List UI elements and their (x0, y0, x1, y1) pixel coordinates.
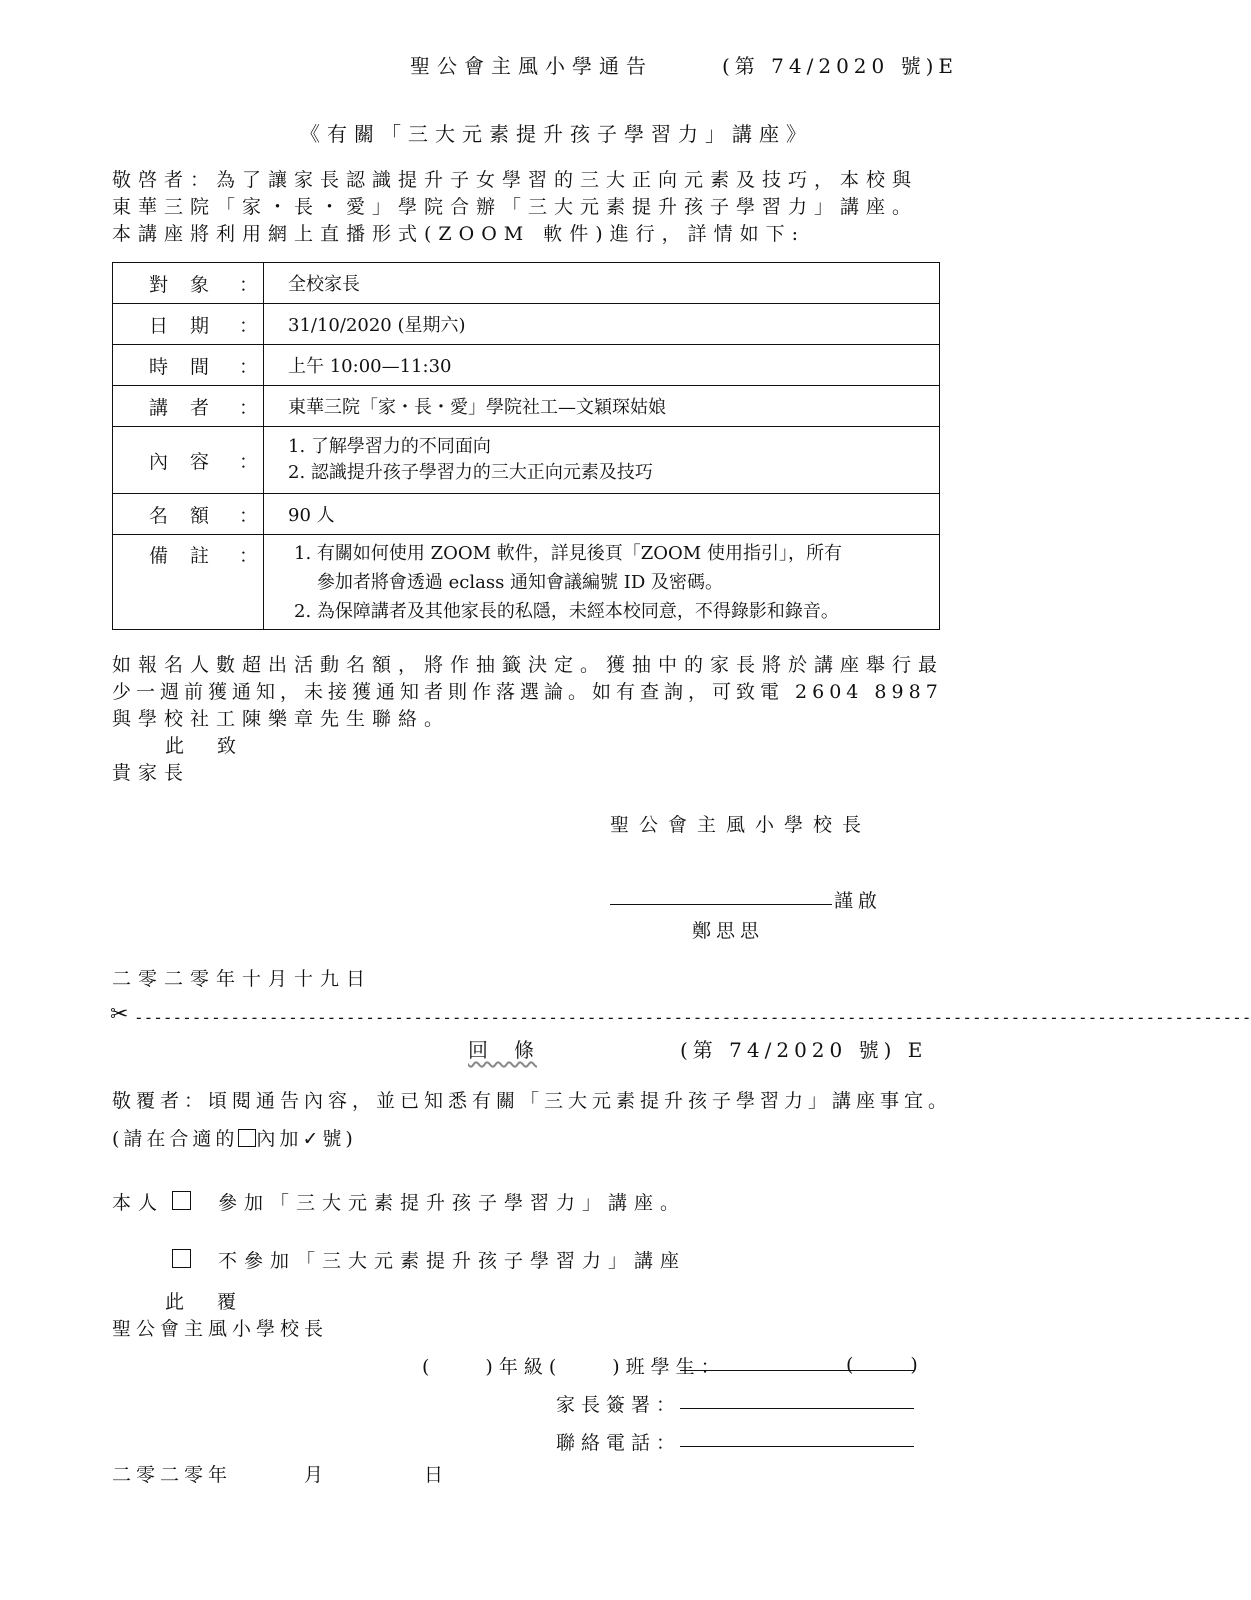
cut-line: -------------------------------------------------------------------------------------------------------------------- (134, 1008, 1251, 1027)
row-value: 31/10/2020 (星期六) (264, 304, 940, 345)
scissors-icon: ✂ (110, 1002, 129, 1027)
table-row: 名額 ： 90 人 (113, 494, 940, 535)
reply-notice-number: (第 74/2020 號) E (680, 1038, 928, 1062)
reply-instruction: (請在合適的 內加✓號) (112, 1128, 357, 1150)
self-label: 本人 (112, 1192, 165, 1214)
intro-line-2: 東華三院「家・長・愛」學院合辦「三大元素提升孩子學習力」講座。 (112, 196, 919, 218)
parent-signature-field[interactable] (680, 1408, 914, 1409)
table-row: 日期 ： 31/10/2020 (星期六) (113, 304, 940, 345)
table-row: 時間 ： 上午 10:00—11:30 (113, 345, 940, 386)
row-label: 對象 (149, 273, 232, 296)
parent-sign-label: 家長簽署： (556, 1394, 682, 1416)
intro-line-3: 本講座將利用網上直播形式(ZOOM 軟件)進行，詳情如下: (112, 223, 806, 245)
intro-line-1: 敬啓者：為了讓家長認識提升子女學習的三大正向元素及技巧，本校與 (112, 169, 919, 191)
reply-recipient: 聖公會主風小學校長 (112, 1318, 329, 1340)
notice-number: (第 74/2020 號)E (722, 54, 959, 78)
reply-slip-title: 回 條 (468, 1038, 537, 1062)
content-item: 1. 了解學習力的不同面向 (288, 436, 491, 457)
notice-title: 《有關「三大元素提升孩子學習力」講座》 (300, 122, 813, 146)
recipient: 貴家長 (112, 762, 191, 784)
row-label: 講者 (149, 396, 232, 419)
row-label: 時間 (149, 355, 232, 378)
row-label: 備註 (149, 545, 232, 567)
details-table (112, 262, 940, 630)
school-notice-heading: 聖公會主風小學通告 (410, 54, 653, 78)
remark-item: 1. 有關如何使用 ZOOM 軟件，詳見後頁「ZOOM 使用指引」，所有 (294, 542, 842, 564)
sample-checkbox-icon (238, 1129, 256, 1147)
table-row: 備註 ： 1. 有關如何使用 ZOOM 軟件，詳見後頁「ZOOM 使用指引」，所有 參加者將會透過 eclass 通知會議編號 ID 及密碼。 2. 為保障講者及其他家長的私隱，未經本校同意，不得錄影和錄音。 (113, 535, 940, 630)
reply-acknowledgement: 敬覆者：頃閱通告內容，並已知悉有關「三大元素提升孩子學習力」講座事宜。 (112, 1090, 953, 1112)
reply-date: 二零二零年 月 日 (112, 1464, 449, 1486)
check-icon: ✓ (302, 1128, 323, 1150)
table-row: 講者 ： 東華三院「家・長・愛」學院社工—文穎琛姑娘 (113, 386, 940, 427)
notice-date: 二零二零年十月十九日 (112, 968, 373, 990)
table-row: 對象 ： 全校家長 (113, 263, 940, 304)
option-not-attend-label: 不參加「三大元素提升孩子學習力」講座 (218, 1250, 687, 1272)
remark-item: 2. 為保障講者及其他家長的私隱，未經本校同意，不得錄影和錄音。 (294, 600, 839, 622)
table-row: 內容 ： 1. 了解學習力的不同面向 2. 認識提升孩子學習力的三大正向元素及技巧 (113, 427, 940, 494)
row-value: 上午 10:00—11:30 (264, 345, 940, 386)
closing-line-1: 如報名人數超出活動名額，將作抽籤決定。獲抽中的家長將於講座舉行最 (112, 654, 945, 676)
row-label: 內容 (149, 450, 232, 473)
row-label: 日期 (149, 314, 232, 337)
signature-line (610, 904, 832, 905)
remark-item: 參加者將會透過 eclass 通知會議編號 ID 及密碼。 (294, 571, 724, 593)
closing-line-3: 與學校社工陳樂章先生聯絡。 (112, 708, 451, 730)
student-number: ( ) (846, 1354, 918, 1376)
row-value: 東華三院「家・長・愛」學院社工—文穎琛姑娘 (264, 386, 940, 427)
row-value: 全校家長 (264, 263, 940, 304)
row-label: 名額 (149, 504, 232, 527)
ci-fu: 此 覆 (165, 1291, 244, 1313)
closing-line-2: 少一週前獲通知，未接獲通知者則作落選論。如有查詢，可致電 2604 8987 (112, 681, 943, 703)
not-attend-checkbox[interactable] (172, 1249, 191, 1268)
phone-label: 聯絡電話： (556, 1432, 682, 1454)
attend-checkbox[interactable] (172, 1191, 191, 1210)
class-label: ( )年級( )班學生： (422, 1356, 726, 1378)
principal-title: 聖公會主風小學校長 (610, 814, 872, 836)
respectfully: 謹啟 (834, 890, 883, 912)
phone-field[interactable] (680, 1446, 914, 1447)
option-attend-label: 參加「三大元素提升孩子學習力」講座。 (218, 1192, 687, 1214)
ci-zhi: 此 致 (165, 735, 244, 757)
row-value: 90 人 (264, 494, 940, 535)
content-item: 2. 認識提升孩子學習力的三大正向元素及技巧 (288, 462, 653, 483)
principal-name: 鄭思思 (692, 920, 765, 942)
